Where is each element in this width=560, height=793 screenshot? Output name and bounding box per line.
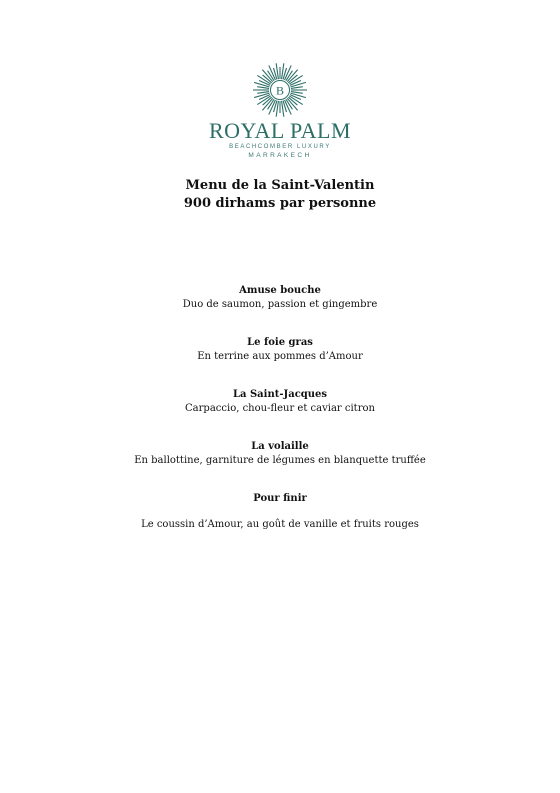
course-saint-jacques (0, 388, 560, 416)
course-description: En ballottine, garniture de légumes en blanquette truffée (134, 455, 426, 466)
course-name: La volaille (251, 441, 309, 452)
palm-sunburst-icon (252, 62, 308, 118)
brand-location: MARRAKECH (248, 152, 312, 159)
course-volaille (0, 440, 560, 468)
menu-price: 900 dirhams par personne (183, 196, 377, 211)
logo-ray (291, 87, 303, 89)
course-amuse-bouche (0, 284, 560, 312)
course-name: Pour finir (253, 493, 307, 504)
logo-ray (291, 92, 303, 94)
course-name: La Saint-Jacques (232, 389, 328, 400)
course-name: Amuse bouche (239, 285, 321, 296)
royal-palm-logo (0, 62, 560, 159)
logo-letter: B (275, 83, 285, 98)
course-description: En terrine aux pommes d’Amour (197, 351, 363, 362)
course-pour-finir (0, 492, 560, 532)
course-name: Le foie gras (247, 337, 313, 348)
menu-title: Menu de la Saint-Valentin (185, 178, 375, 193)
logo-ray (257, 87, 269, 89)
course-description: Duo de saumon, passion et gingembre (182, 299, 378, 310)
brand-name: ROYAL PALM (208, 118, 352, 143)
menu-header (0, 177, 560, 213)
course-description: Carpaccio, chou-fleur et caviar citron (185, 403, 375, 414)
course-foie-gras (0, 336, 560, 364)
logo-ray (257, 92, 269, 94)
course-description: Le coussin d’Amour, au goût de vanille et fruits rouges (141, 519, 419, 530)
brand-tagline: BEACHCOMBER LUXURY (229, 144, 331, 150)
